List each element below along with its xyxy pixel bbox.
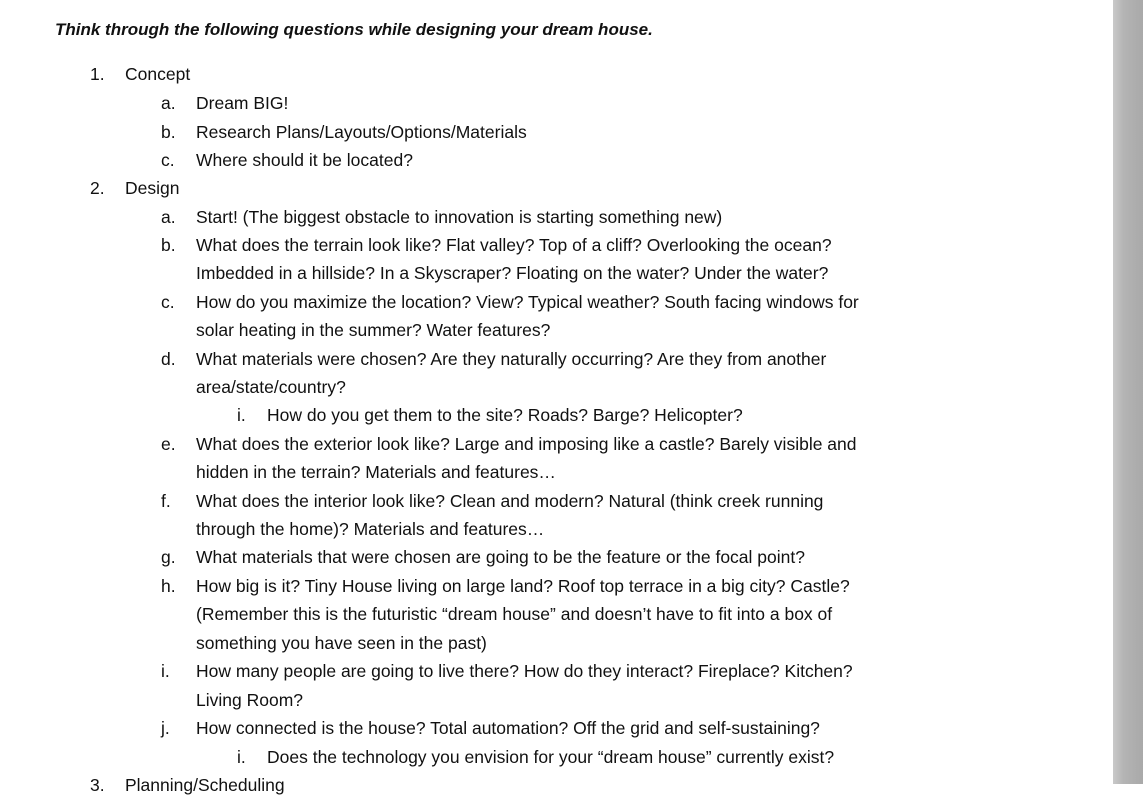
list-letter: j. [161, 718, 170, 738]
list-item-text: through the home)? Materials and features… [196, 519, 545, 539]
list-letter: c. [161, 292, 175, 312]
list-item-text: Dream BIG! [196, 93, 289, 113]
list-item-text: How do you maximize the location? View? Typical weather? South facing windows for [196, 292, 859, 312]
list-letter: e. [161, 434, 176, 454]
list-letter: b. [161, 122, 176, 142]
list-number: 2. [90, 178, 105, 198]
section-heading: Concept [125, 64, 191, 84]
section-heading: Planning/Scheduling [125, 775, 285, 795]
list-item-text: Research Plans/Layouts/Options/Materials [196, 122, 527, 142]
list-item-text: Imbedded in a hillside? In a Skyscraper? Floating on the water? Under the water? [196, 263, 829, 283]
list-item-text: (Remember this is the futuristic “dream house” and doesn’t have to fit into a box of [196, 604, 833, 624]
list-item-text: Start! (The biggest obstacle to innovation is starting something new) [196, 207, 723, 227]
list-letter: a. [161, 207, 176, 227]
list-number: 3. [90, 775, 105, 795]
list-item-text: What materials were chosen? Are they naturally occurring? Are they from another [196, 349, 827, 369]
list-item-text: hidden in the terrain? Materials and features… [196, 462, 556, 482]
list-numeral: i. [237, 405, 246, 425]
list-item-text: What materials that were chosen are going to be the feature or the focal point? [196, 547, 805, 567]
list-item-text: Living Room? [196, 690, 303, 710]
list-letter: g. [161, 547, 176, 567]
list-item-text: area/state/country? [196, 377, 346, 397]
list-item-text: How big is it? Tiny House living on large land? Roof top terrace in a big city? Castle? [196, 576, 850, 596]
list-letter: a. [161, 93, 176, 113]
list-item-text: How many people are going to live there? How do they interact? Fireplace? Kitchen? [196, 661, 853, 681]
list-letter: h. [161, 576, 176, 596]
viewer-gutter [1113, 0, 1143, 784]
page-title: Think through the following questions while designing your dream house. [55, 20, 653, 39]
list-item-text: What does the exterior look like? Large and imposing like a castle? Barely visible and [196, 434, 857, 454]
list-item-text: What does the terrain look like? Flat valley? Top of a cliff? Overlooking the ocean? [196, 235, 832, 255]
list-numeral: i. [237, 747, 246, 767]
list-item-text: solar heating in the summer? Water features? [196, 320, 551, 340]
list-item-text: Where should it be located? [196, 150, 413, 170]
list-letter: f. [161, 491, 171, 511]
list-letter: i. [161, 661, 170, 681]
list-item-text: How connected is the house? Total automation? Off the grid and self-sustaining? [196, 718, 820, 738]
list-item-text: something you have seen in the past) [196, 633, 487, 653]
list-number: 1. [90, 64, 105, 84]
list-item-text: What does the interior look like? Clean and modern? Natural (think creek running [196, 491, 824, 511]
sub-list-item-text: How do you get them to the site? Roads? Barge? Helicopter? [267, 405, 743, 425]
sub-list-item-text: Does the technology you envision for your “dream house” currently exist? [267, 747, 835, 767]
list-letter: b. [161, 235, 176, 255]
list-letter: c. [161, 150, 175, 170]
list-letter: d. [161, 349, 176, 369]
section-heading: Design [125, 178, 180, 198]
